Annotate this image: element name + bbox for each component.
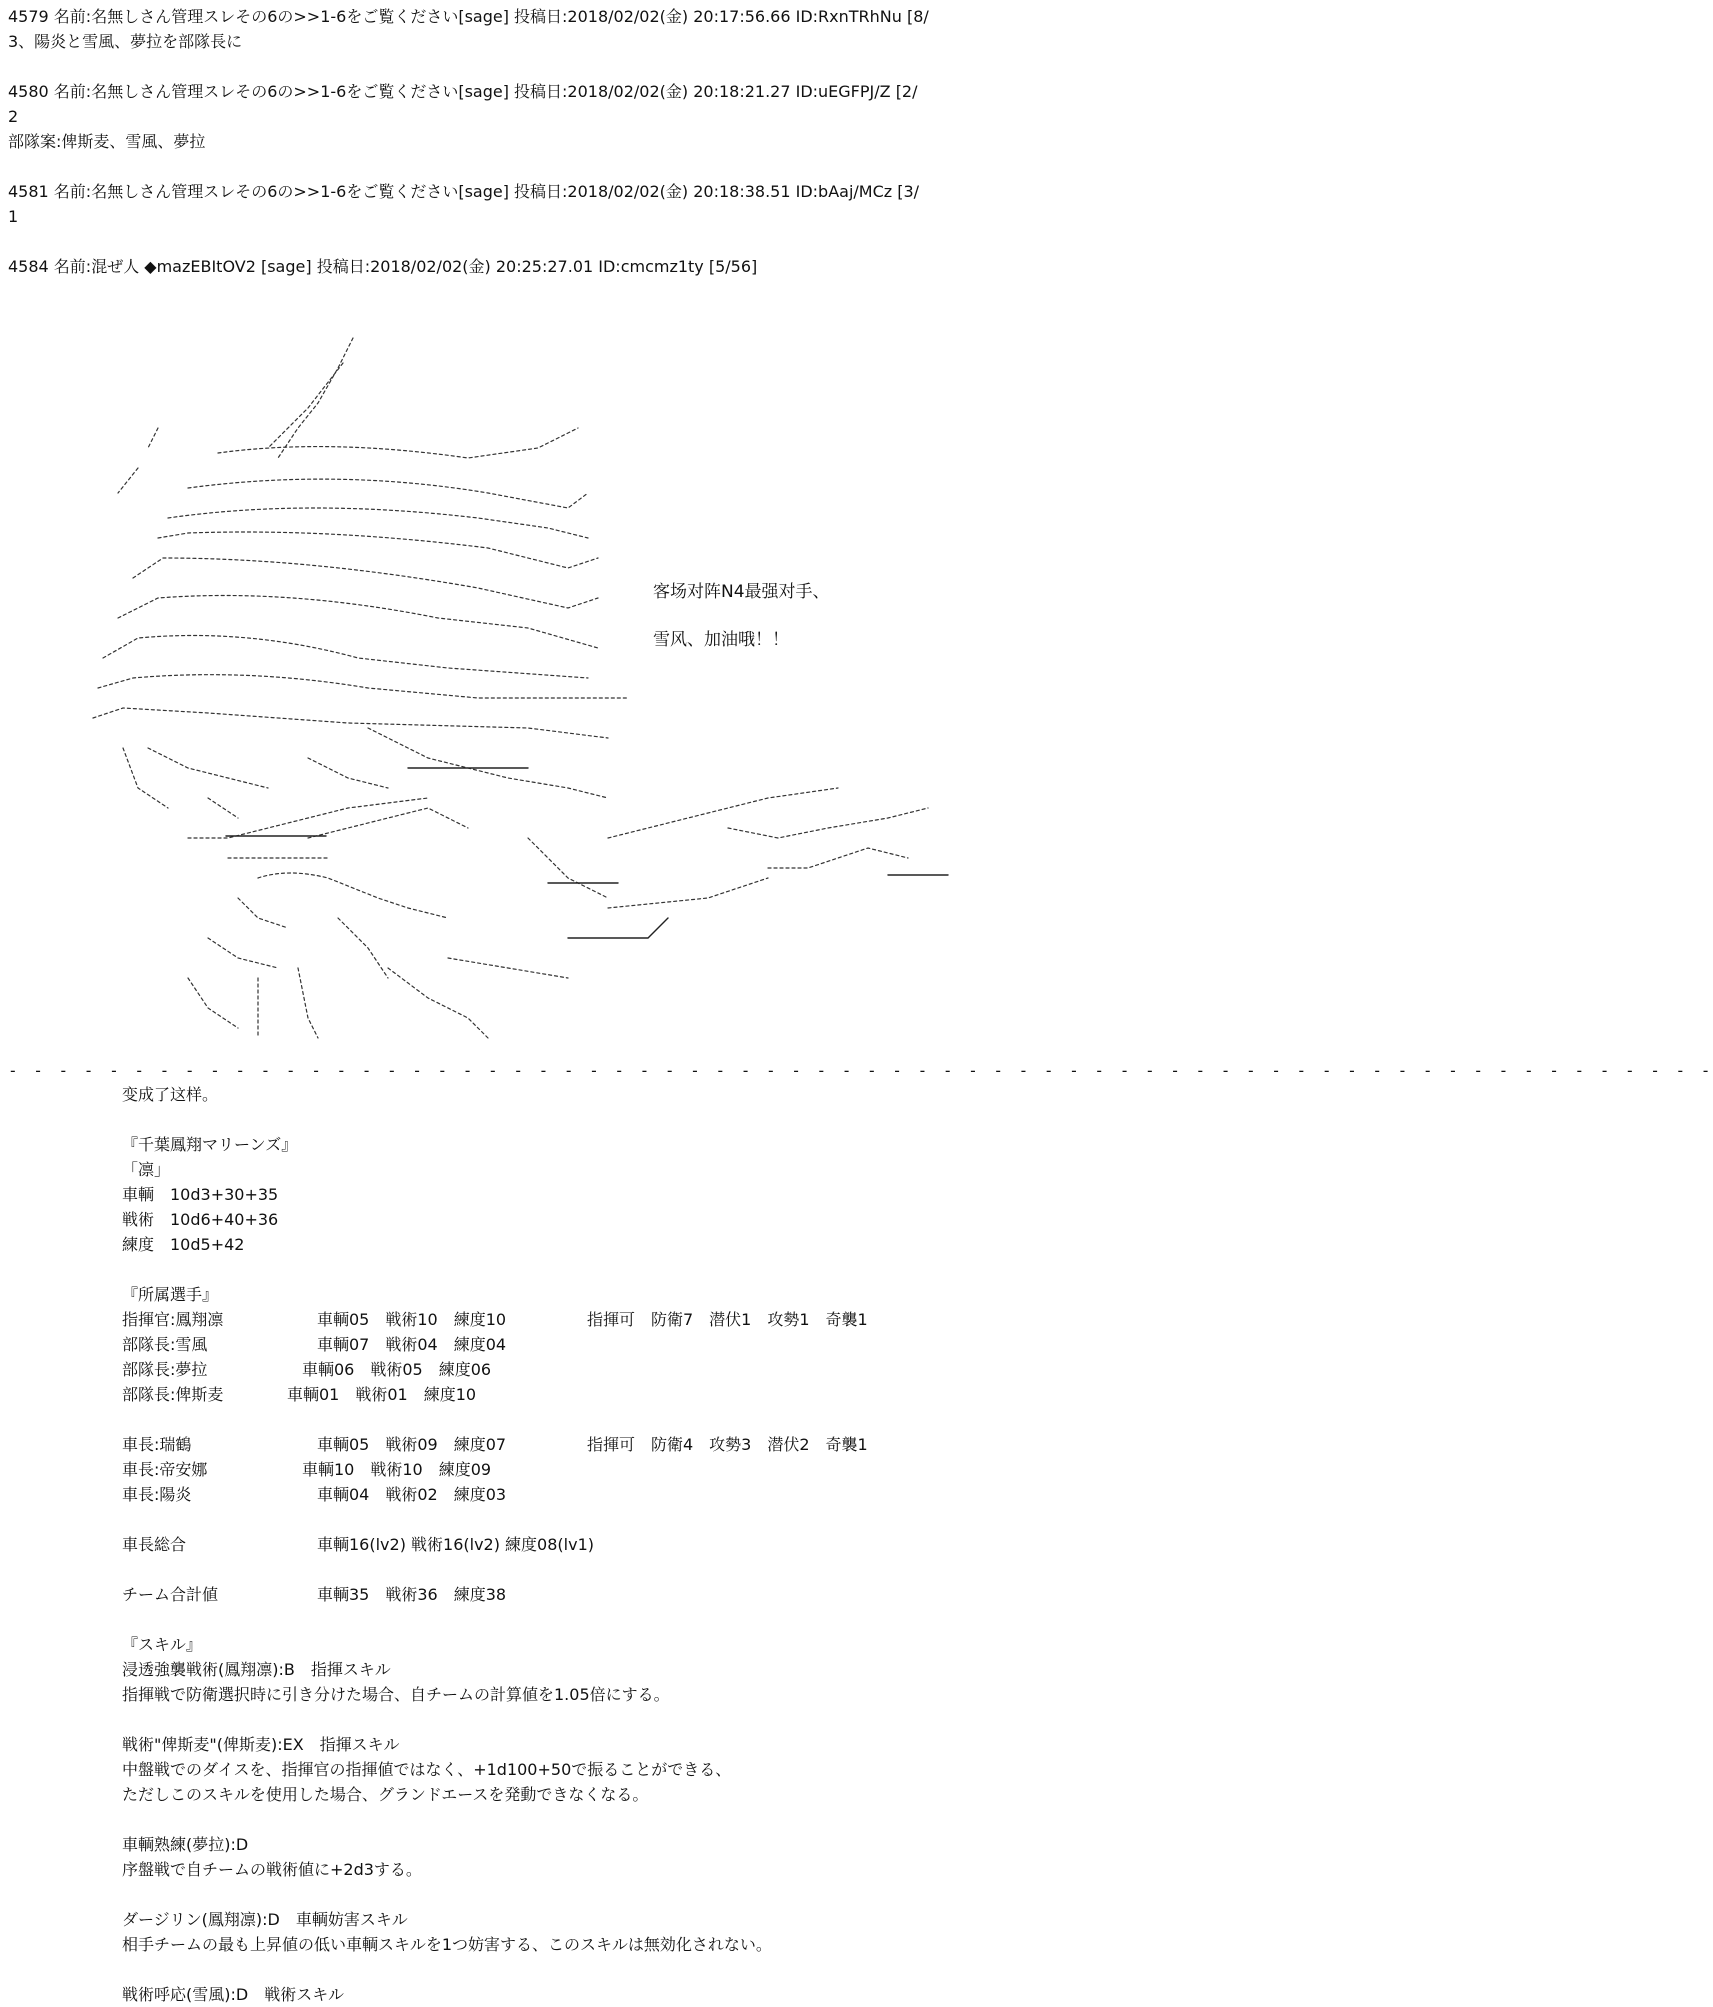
post-4579 (8, 4, 1020, 54)
aa-caption-line: 雪风、加油哦！！ (653, 630, 789, 650)
member-extra: 指揮可 防衛7 潜伏1 攻勢1 奇襲1 (587, 1310, 868, 1329)
member-row (122, 1382, 1012, 1407)
member-label: 部隊長:夢拉 (122, 1360, 208, 1379)
team-title: 『千葉鳳翔マリーンズ』 (122, 1135, 298, 1154)
post-header: 4579 名前:名無しさん管理スレその6の>>1-6をご覧ください[sage] 投稿日:2018/02/02(金) 20:17:56.66 ID:RxnTRhNu [8/ (8, 7, 929, 26)
member-row (122, 1307, 1012, 1332)
member-label: 部隊長:俾斯麦 (122, 1385, 224, 1404)
thread-posts (8, 4, 1020, 304)
member-label: 車長:帝安娜 (122, 1460, 208, 1479)
skill-name: 戦術呼応(雪風):D 戦術スキル (122, 1985, 345, 2004)
member-row (122, 1357, 1012, 1382)
dashed-separator: - - - - - - - - - - - - - - - - - - - - - - - - - - - - - - - - - - - - - - - - - - - - - - - - - - - - - - - - - - - - - - - - - - - - (8, 1061, 1713, 1080)
member-row (122, 1482, 1012, 1507)
summary-label: チーム合計値 (122, 1585, 219, 1604)
post-body-line: 3、陽炎と雪風、夢拉を部隊長に (8, 32, 243, 51)
car-total-row (122, 1532, 1012, 1557)
team-total-row (122, 1582, 1012, 1607)
summary-value: 車輌35 戦術36 練度38 (317, 1585, 507, 1604)
ascii-art-drawing (8, 318, 1008, 1058)
post-body-line: 部隊案:俾斯麦、雪風、夢拉 (8, 132, 206, 151)
post-4584 (8, 254, 1020, 279)
team-stat: 練度 10d5+42 (122, 1235, 245, 1254)
member-extra: 指揮可 防衛4 攻勢3 潜伏2 奇襲1 (587, 1435, 868, 1454)
skill-desc: 中盤戦でのダイスを、指揮官の指揮値ではなく、+1d100+50で振ることができる、 (122, 1760, 732, 1779)
member-stats: 車輌01 戦術01 練度10 (287, 1385, 477, 1404)
post-header: 4580 名前:名無しさん管理スレその6の>>1-6をご覧ください[sage] 投稿日:2018/02/02(金) 20:18:21.27 ID:uEGFPJ/Z [2/ (8, 82, 918, 101)
summary-value: 車輌16(lv2) 戦術16(lv2) 練度08(lv1) (317, 1535, 594, 1554)
member-stats: 車輌06 戦術05 練度06 (302, 1360, 492, 1379)
post-4581 (8, 179, 1020, 229)
members-title: 『所属選手』 (122, 1285, 219, 1304)
post-header: 4581 名前:名無しさん管理スレその6の>>1-6をご覧ください[sage] 投稿日:2018/02/02(金) 20:18:38.51 ID:bAaj/MCz [3/ (8, 182, 920, 201)
skill-desc: 相手チームの最も上昇値の低い車輌スキルを1つ妨害する、このスキルは無効化されない。 (122, 1935, 772, 1954)
team-stat: 車輌 10d3+30+35 (122, 1185, 279, 1204)
post-body-line: 2 (8, 107, 19, 126)
member-row (122, 1432, 1012, 1457)
skill-name: 車輌熟練(夢拉):D (122, 1835, 249, 1854)
member-stats: 車輌05 戦術09 練度07 (317, 1435, 507, 1454)
member-label: 車長:陽炎 (122, 1485, 192, 1504)
team-stat: 戦術 10d6+40+36 (122, 1210, 279, 1229)
member-label: 車長:瑞鶴 (122, 1435, 192, 1454)
summary-label: 車長総合 (122, 1535, 187, 1554)
skill-desc: 序盤戦で自チームの戦術値に+2d3する。 (122, 1860, 422, 1879)
post-body-line: 1 (8, 207, 19, 226)
member-row (122, 1457, 1012, 1482)
team-name: 「凛」 (122, 1160, 171, 1179)
member-label: 指揮官:鳳翔凛 (122, 1310, 224, 1329)
member-stats: 車輌05 戦術10 練度10 (317, 1310, 507, 1329)
member-stats: 車輌04 戦術02 練度03 (317, 1485, 507, 1504)
skill-name: 戦術"俾斯麦"(俾斯麦):EX 指揮スキル (122, 1735, 400, 1754)
post-4580 (8, 79, 1020, 154)
skill-name: ダージリン(鳳翔凛):D 車輌妨害スキル (122, 1910, 408, 1929)
intro-text: 变成了这样。 (122, 1085, 219, 1104)
member-stats: 車輌10 戦術10 練度09 (302, 1460, 492, 1479)
skill-desc: ただしこのスキルを使用した場合、グランドエースを発動できなくなる。 (122, 1785, 649, 1804)
member-stats: 車輌07 戦術04 練度04 (317, 1335, 507, 1354)
skill-desc: 指揮戦で防衛選択時に引き分けた場合、自チームの計算値を1.05倍にする。 (122, 1685, 670, 1704)
post-content (122, 1082, 1012, 2007)
skill-name: 浸透強襲戦術(鳳翔凛):B 指揮スキル (122, 1660, 391, 1679)
post-header: 4584 名前:混ぜ人 ◆mazEBItOV2 [sage] 投稿日:2018/02/02(金) 20:25:27.01 ID:cmcmz1ty [5/56] (8, 257, 758, 276)
member-label: 部隊長:雪風 (122, 1335, 208, 1354)
ascii-art-illustration (8, 318, 1008, 1068)
aa-caption-line: 客场对阵N4最强对手、 (653, 582, 830, 602)
skills-title: 『スキル』 (122, 1635, 202, 1654)
member-row (122, 1332, 1012, 1357)
